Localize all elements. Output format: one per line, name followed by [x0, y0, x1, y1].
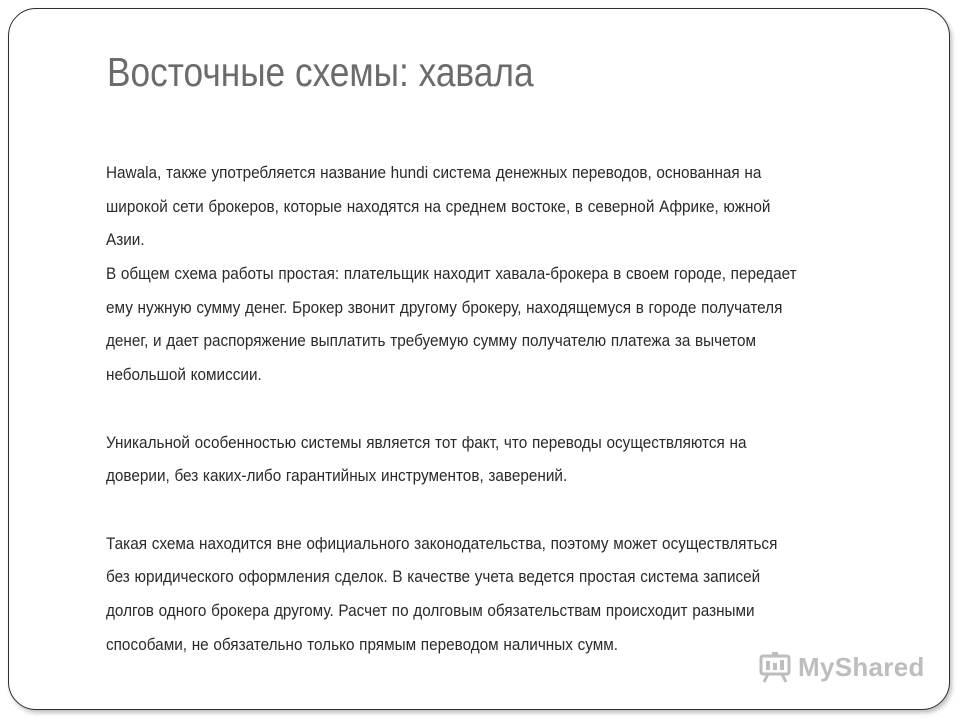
paragraph-spacer [106, 392, 880, 426]
slide-title: Восточные схемы: хавала [107, 49, 534, 95]
text-line: Такая схема находится вне официального законодательства, поэтому может осуществляться [106, 533, 778, 553]
text-line: небольшой комиссии. [106, 365, 262, 385]
presentation-board-icon [758, 650, 792, 684]
text-line: долгов одного брокера другому. Расчет по долговым обязательствам происходит разными [106, 600, 755, 620]
paragraph-1 [106, 156, 880, 392]
paragraph-2 [106, 426, 880, 493]
watermark [758, 650, 925, 684]
text-line: Уникальной особенностью системы является тот факт, что переводы осуществляются на [106, 432, 747, 452]
text-line: Hawala, также употребляется название hundi система денежных переводов, основанная на [106, 163, 762, 182]
text-line: широкой сети брокеров, которые находятся на среднем востоке, в северной Африке, южной [106, 196, 771, 216]
text-line: Азии. [106, 230, 145, 250]
text-line: В общем схема работы простая: плательщик находит хавала-брокера в своем городе, передает [106, 264, 797, 284]
slide-body [106, 156, 880, 661]
paragraph-3 [106, 527, 880, 662]
text-line: способами, не обязательно только прямым переводом наличных сумм. [106, 634, 619, 654]
text-line: ему нужную сумму денег. Брокер звонит другому брокеру, находящемуся в городе получателя [106, 297, 783, 317]
watermark-text: MyShared [798, 651, 925, 682]
paragraph-spacer [106, 493, 880, 527]
text-line: доверии, без каких-либо гарантийных инструментов, заверений. [106, 466, 568, 486]
text-line: без юридического оформления сделок. В качестве учета ведется простая система записей [106, 567, 761, 587]
text-line: денег, и дает распоряжение выплатить требуемую сумму получателю платежа за вычетом [106, 331, 757, 351]
slide [8, 8, 950, 710]
